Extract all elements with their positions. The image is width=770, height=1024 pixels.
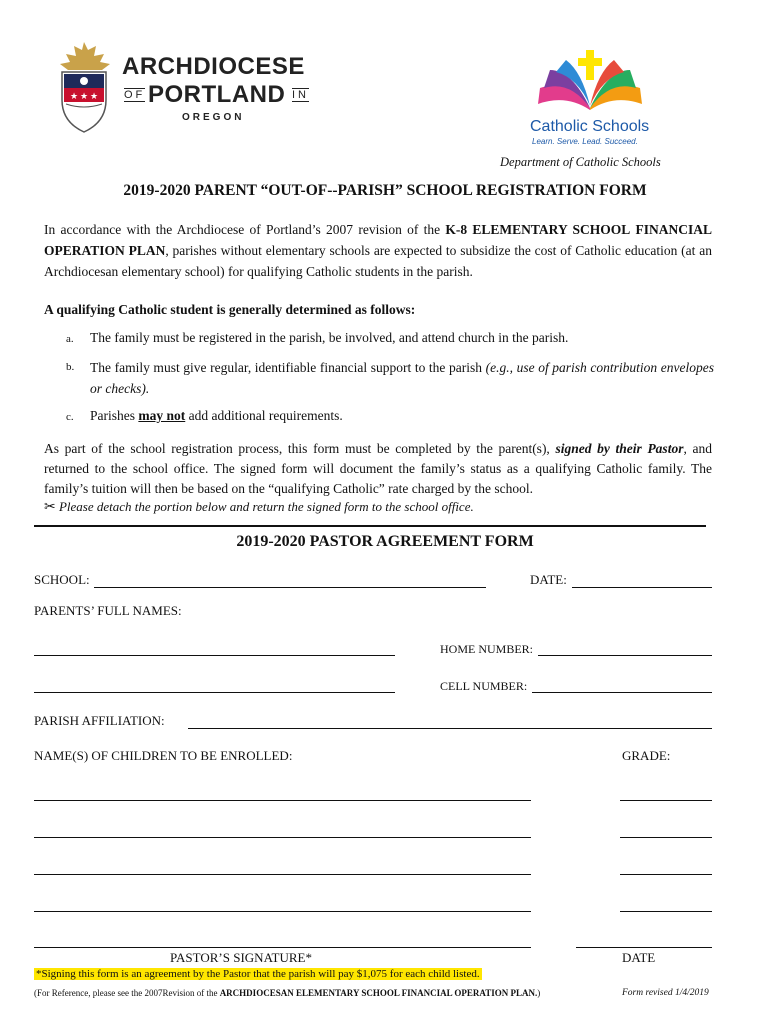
intro-text-2: , parishes without elementary schools are expected to subsidize the cost of Catholic education (at an Archdiocesan elementary school) for qualifying Catholic students in the parish. <box>44 243 712 279</box>
catholic-schools-word: Catholic Schools <box>530 118 650 135</box>
reference-pre: (For Reference, please see the 2007Revision of the <box>34 988 218 998</box>
detach-divider <box>34 525 706 527</box>
portland-word: PORTLAND <box>148 81 286 108</box>
list-item-italic: (e.g., use of parish contribution envelopes or checks). <box>90 360 714 396</box>
svg-text:★: ★ <box>90 91 99 101</box>
home-number-label: HOME NUMBER: <box>440 642 534 656</box>
child-grade-field-4[interactable] <box>620 911 712 912</box>
signature-date-label: DATE <box>622 950 656 965</box>
date-field[interactable] <box>572 587 712 588</box>
process-text-1: As part of the school registration process, this form must be completed by the parent(s), <box>44 441 550 456</box>
list-item-text: The family must give regular, identifiable financial support to the parish <box>90 360 483 375</box>
child-name-field-1[interactable] <box>34 800 531 801</box>
catholic-schools-logo <box>522 48 662 150</box>
list-item-b <box>66 357 714 399</box>
list-item-c <box>66 405 714 428</box>
reference-post: ) <box>537 988 541 998</box>
archdiocese-word: ARCHDIOCESE <box>122 53 305 80</box>
of-word: OF <box>124 89 146 101</box>
cell-number-field[interactable] <box>532 692 712 693</box>
oregon-word: OREGON <box>182 112 245 123</box>
grade-label: GRADE: <box>622 748 671 763</box>
intro-paragraph <box>44 219 712 282</box>
list-item-text: Parishes <box>90 408 135 423</box>
list-marker: a. <box>66 333 74 345</box>
parent-name-field-1[interactable] <box>34 655 395 656</box>
signature-date-field[interactable] <box>576 947 712 948</box>
list-marker: b. <box>66 361 75 373</box>
child-grade-field-1[interactable] <box>620 800 712 801</box>
pastor-signature-label: PASTOR’S SIGNATURE* <box>170 950 312 965</box>
list-item-text: add additional requirements. <box>188 408 343 423</box>
revised-date: Form revised 1/4/2019 <box>622 988 709 998</box>
child-name-field-3[interactable] <box>34 874 531 875</box>
child-grade-field-3[interactable] <box>620 874 712 875</box>
list-item-a <box>66 327 714 350</box>
home-number-field[interactable] <box>538 655 712 656</box>
parents-label: PARENTS’ FULL NAMES: <box>34 603 182 618</box>
department-label: Department of Catholic Schools <box>500 155 661 169</box>
agreement-title: 2019-2020 PASTOR AGREEMENT FORM <box>236 533 534 550</box>
intro-bold-2: FINANCIAL OPERATION PLAN <box>44 222 713 258</box>
shield-icon <box>52 40 116 136</box>
child-grade-field-2[interactable] <box>620 837 712 838</box>
parent-name-field-2[interactable] <box>34 692 395 693</box>
svg-text:★: ★ <box>70 91 79 101</box>
intro-text-1: In accordance with the Archdiocese of Portland’s 2007 revision of the <box>44 222 441 237</box>
pastor-emphasis: Pastor <box>647 441 684 456</box>
cell-number-label: CELL NUMBER: <box>440 679 528 693</box>
detach-note <box>44 499 474 515</box>
archdiocese-logo <box>52 40 322 136</box>
detach-text: Please detach the portion below and return the signed form to the school office. <box>58 499 474 514</box>
list-marker: c. <box>66 411 74 423</box>
svg-text:★: ★ <box>80 91 89 101</box>
scissors-icon: ✂ <box>44 499 56 515</box>
qualifying-heading: A qualifying Catholic student is generally determined as follows: <box>44 302 416 317</box>
parish-label: PARISH AFFILIATION: <box>34 713 165 728</box>
list-item-text: The family must be registered in the parish, be involved, and attend church in the parish. <box>90 330 569 345</box>
may-not-emphasis: may not <box>138 408 186 423</box>
footnote: *Signing this form is an agreement by the Pastor that the parish will pay $1,075 for each child listed. <box>36 968 480 980</box>
tagline: Learn. Serve. Lead. Succeed. <box>532 137 638 146</box>
children-label: NAME(S) OF CHILDREN TO BE ENROLLED: <box>34 748 293 763</box>
in-word: IN <box>292 89 309 101</box>
date-label: DATE: <box>530 572 567 587</box>
parish-field[interactable] <box>188 728 712 729</box>
form-title: 2019-2020 PARENT “OUT-OF--PARISH” SCHOOL REGISTRATION FORM <box>123 182 647 199</box>
school-label: SCHOOL: <box>34 572 90 587</box>
signed-emphasis: signed by their <box>555 441 642 456</box>
child-name-field-4[interactable] <box>34 911 531 912</box>
process-paragraph <box>44 439 712 499</box>
school-field[interactable] <box>94 587 486 588</box>
intro-bold-1: K-8 ELEMENTARY SCHOOL <box>445 222 631 237</box>
pastor-signature-field[interactable] <box>34 947 531 948</box>
process-text-2: , and returned to the school office. The signed form will document the family’s status as a qualifying Catholic family. The family’s tuition will then be based on the “qualifying Catholic” rate charged by the school. <box>44 441 712 496</box>
open-book-cross-icon <box>530 48 650 116</box>
child-name-field-2[interactable] <box>34 837 531 838</box>
reference-bold: ARCHDIOCESAN ELEMENTARY SCHOOL FINANCIAL OPERATION PLAN. <box>219 988 538 998</box>
reference-note <box>34 988 540 998</box>
